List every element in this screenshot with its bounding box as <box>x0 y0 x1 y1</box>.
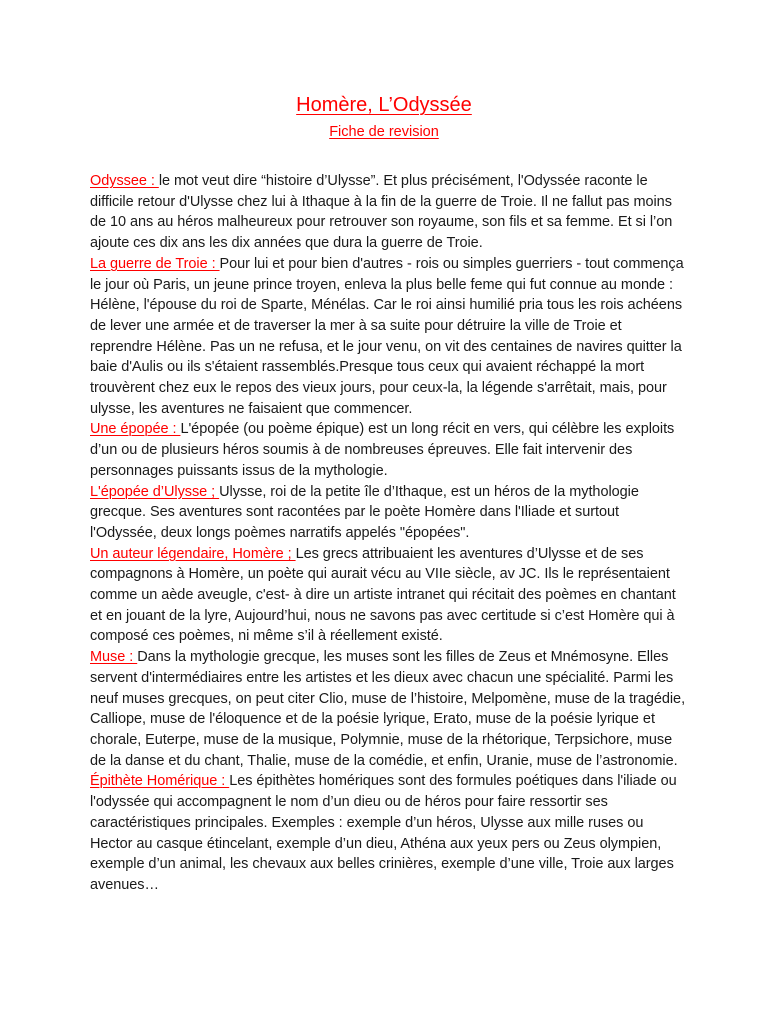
document-subtitle: Fiche de revision <box>329 124 439 140</box>
section-text: Ulysse, roi de la petite île d’Ithaque, est un héros de la mythologie grecque. Ses aventures sont racontées par le poète Homère dans l'Iliade et surtout l'Odyssée, deux longs poèmes narratifs appelés "épopées". <box>90 483 639 541</box>
document-title: Homère, L’Odyssée <box>296 94 472 116</box>
section-guerre-de-troie <box>90 254 687 420</box>
section-muse <box>90 647 687 771</box>
document-body <box>90 171 687 896</box>
section-term: Épithète Homérique : <box>90 773 230 790</box>
section-text: Les grecs attribuaient les aventures d’Ulysse et de ses compagnons à Homère, un poète qui aurait vécu au VIIe siècle, av JC. Ils le représentaient comme un aède aveugle, c'est- à dire un artiste intranet qui récitait des poèmes en chantant et en jouant de la lyre, Aujourd’hui, nous ne savons pas avec certitude si c’est Homère qui à composé ces poèmes, ni même s’il à réellement existé. <box>90 545 676 645</box>
section-term: Une épopée : <box>90 421 181 438</box>
section-odyssee <box>90 171 687 254</box>
section-text: Les épithètes homériques sont des formules poétiques dans l'iliade ou l'odyssée qui accompagnent le nom d’un dieu ou de héros pour faire ressortir ses caractéristiques principales. Exemples : exemple d’un héros, Ulysse aux mille ruses ou Hector au casque étincelant, exemple d’un dieu, Athéna aux yeux pers ou Zeus olympien, exemple d’un animal, les chevaux aux belles crinières, exemple d’une ville, Troie aux larges avenues… <box>90 773 677 893</box>
section-text: Dans la mythologie grecque, les muses sont les filles de Zeus et Mnémosyne. Elles servent d'intermédiaires entre les artistes et les dieux avec chacun une spécialité. Parmi les neuf muses grecques, on peut citer Clio, muse de l’histoire, Melpomène, muse de la tragédie, Calliope, muse de l'éloquence et de la poésie lyrique, Erato, muse de la poésie lyrique et chorale, Euterpe, muse de la musique, Polymnie, muse de la rhétorique, Terpsichore, muse de la danse et du chant, Thalie, muse de la comédie, et enfin, Uranie, muse de l’astronomie. <box>90 649 686 769</box>
section-auteur-homere <box>90 544 687 648</box>
section-term: Odyssee : <box>90 173 159 189</box>
section-text: le mot veut dire “histoire d’Ulysse”. Et plus précisément, l'Odyssée raconte le difficile retour d'Ulysse chez lui à Ithaque à la fin de la guerre de Troie. Il ne fallut pas moins de 10 ans au héros malheureux pour retrouver son royaume, son fils et sa femme. Et si l’on ajoute ces dix ans les dix années que dura la guerre de Troie. <box>90 173 673 252</box>
section-term: La guerre de Troie : <box>90 255 220 272</box>
section-text: Pour lui et pour bien d'autres - rois ou simples guerriers - tout commença le jour où Paris, un jeune prince troyen, enleva la plus belle feme qui fut connue au monde : Hélène, l'épouse du roi de Sparte, Ménélas. Car le roi ainsi humilié pria tous les rois achéens de lever une armée et de traverser la mer à sa suite pour détruire la ville de Troie et reprendre Hélène. Pas un ne refusa, et le jour venu, on vit des centaines de navires quitter la baie d'Aulis ou ils s'étaient rassemblés.Presque tous ceux qui avaient réchappé la mort trouvèrent chez eux le repos des vieux jours, pour ceux-la, la légende s'arrêtait, mais, pour ulysse, les aventures ne faisaient que commencer. <box>90 255 684 417</box>
section-epithete-homerique <box>90 771 687 895</box>
section-epopee <box>90 419 687 481</box>
section-text: L'épopée (ou poème épique) est un long récit en vers, qui célèbre les exploits d’un ou de plusieurs héros soumis à de nombreuses épreuves. Elle fait intervenir des personnages puissants issus de la mythologie. <box>90 421 675 479</box>
section-term: Un auteur légendaire, Homère ; <box>90 545 296 562</box>
section-term: L'épopée d’Ulysse ; <box>90 483 220 500</box>
section-epopee-ulysse <box>90 482 687 544</box>
section-term: Muse : <box>90 649 138 666</box>
